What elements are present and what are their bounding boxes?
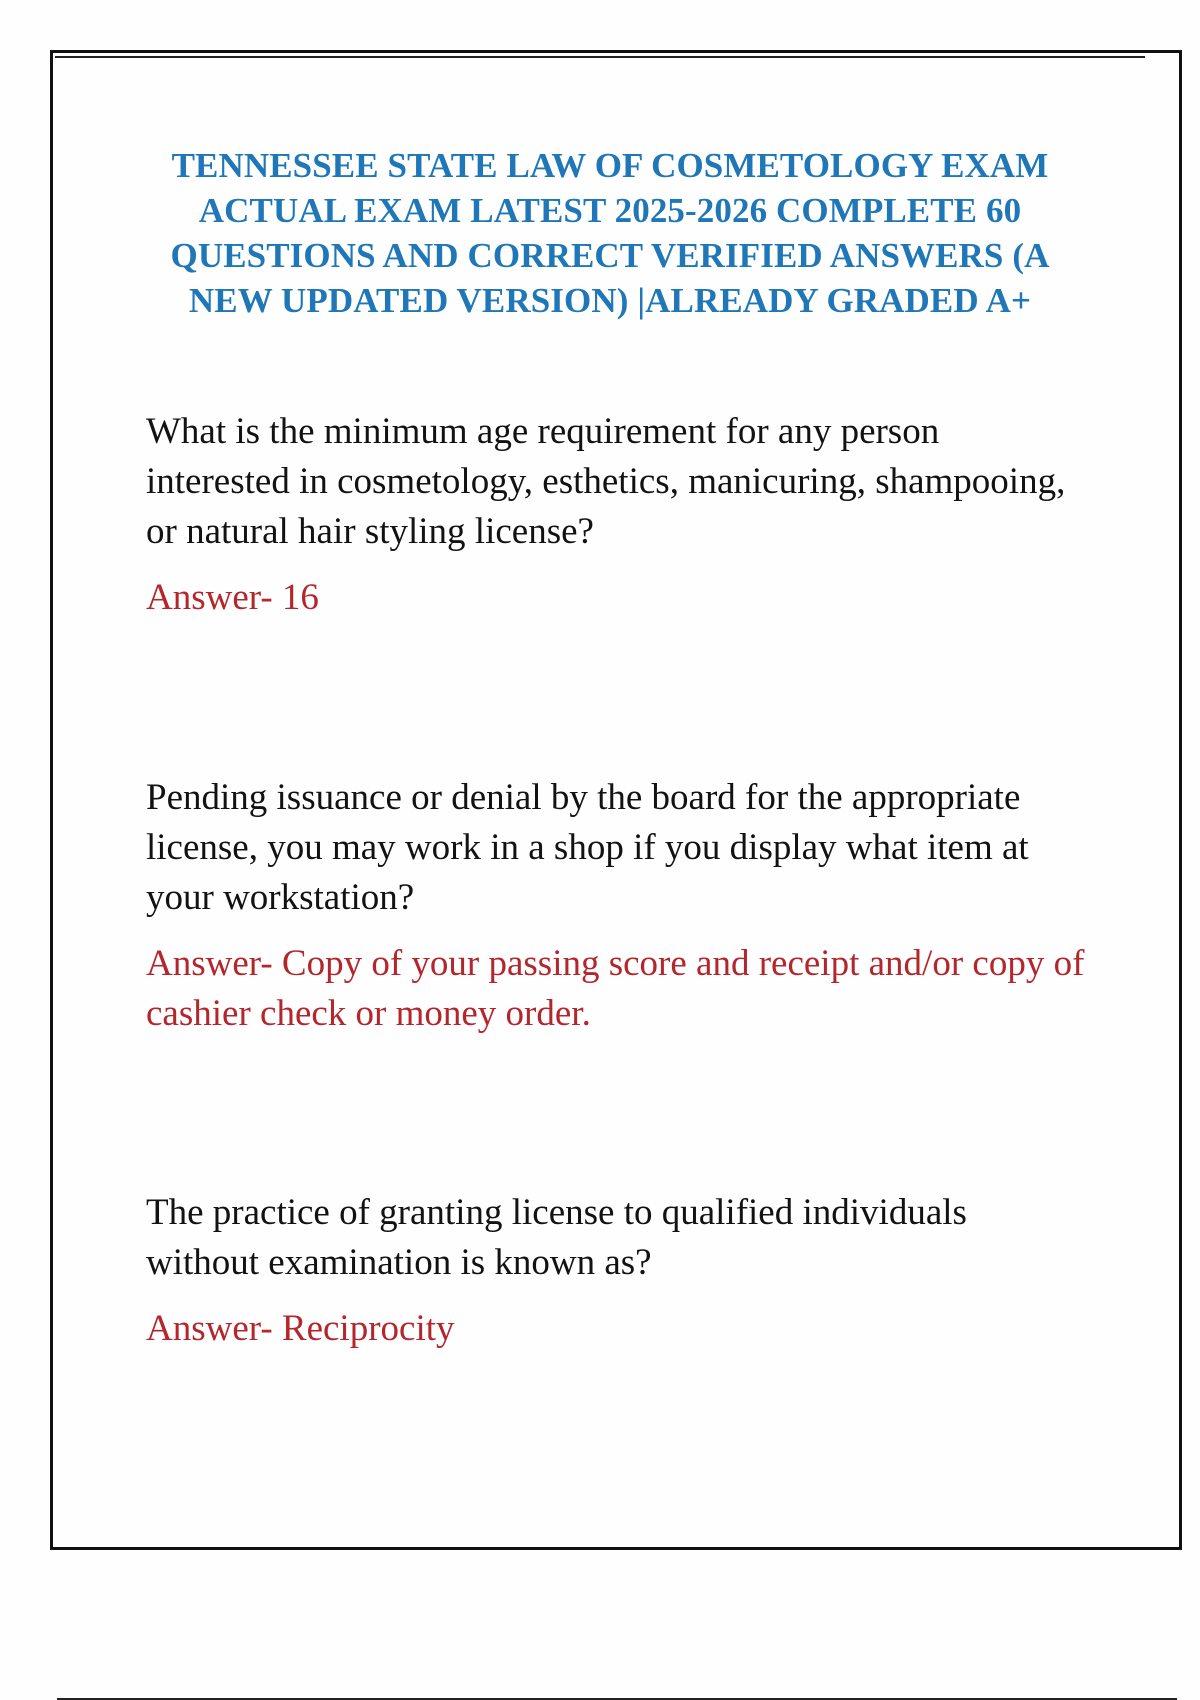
- question-block-3: [146, 1188, 1086, 1354]
- document-title: TENNESSEE STATE LAW OF COSMETOLOGY EXAM ACTUAL EXAM LATEST 2025-2026 COMPLETE 60 QUESTIONS AND CORRECT VERIFIED ANSWERS (A NEW UPDATED VERSION) |ALREADY GRADED A+: [170, 146, 1050, 320]
- answer-1-text: Answer- 16: [146, 577, 319, 618]
- question-3-text: The practice of granting license to qualified individuals without examination is known as?: [146, 1192, 967, 1283]
- question-2-text: Pending issuance or denial by the board for the appropriate license, you may work in a shop if you display what item at your workstation?: [146, 777, 1029, 918]
- answer-2-text: Answer- Copy of your passing score and receipt and/or copy of cashier check or money order.: [146, 943, 1085, 1034]
- answer-3-text: Answer- Reciprocity: [146, 1308, 455, 1349]
- question-block-2: [146, 773, 1086, 1039]
- question-1-text: What is the minimum age requirement for any person interested in cosmetology, esthetics, manicuring, shampooing, or natural hair styling license?: [146, 411, 1066, 552]
- top-rule: [55, 56, 1145, 58]
- question-block-1: [146, 407, 1086, 623]
